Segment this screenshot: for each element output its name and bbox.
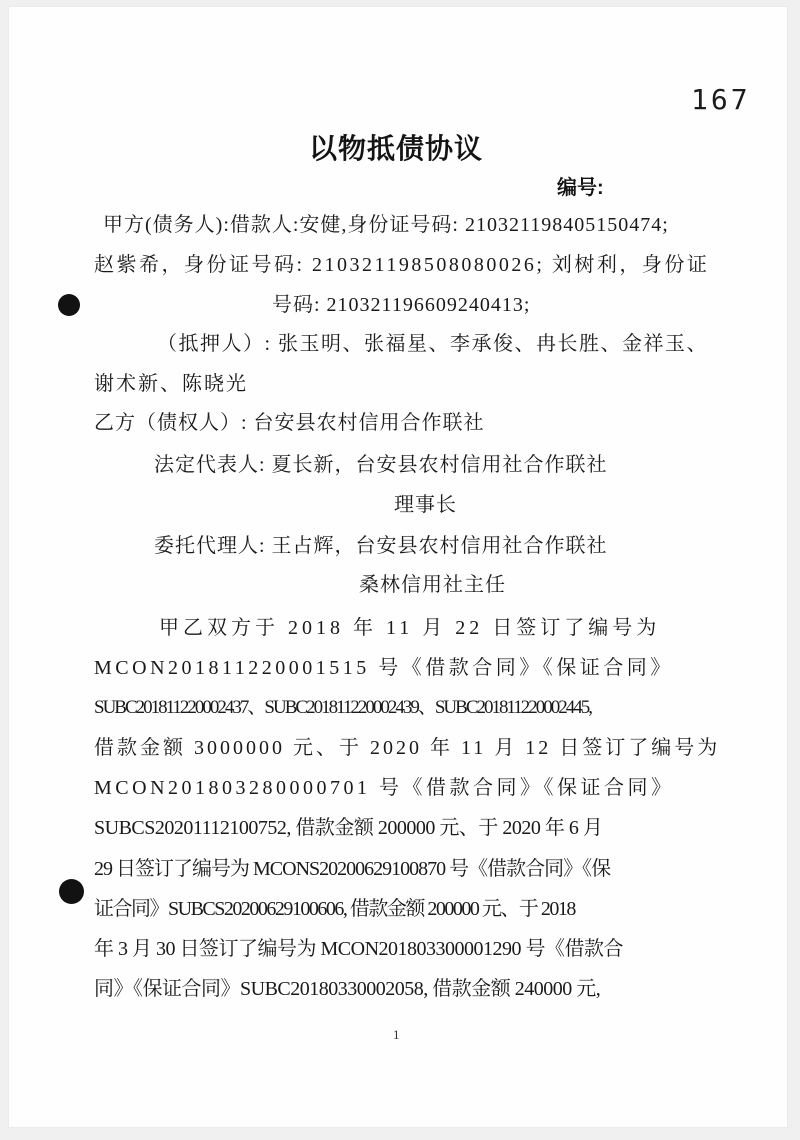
body-line: （抵押人）: 张玉明、张福星、李承俊、冉长胜、金祥玉、 [157,333,709,355]
body-line: 29 日签订了编号为 MCONS20200629100870 号《借款合同》《保 [94,858,611,880]
body-line: 桑林信用社主任 [359,574,506,596]
footer-page-number: 1 [393,1027,400,1042]
body-line: 委托代理人: 王占辉，台安县农村信用社合作联社 [154,535,608,557]
body-line: 乙方（债权人）: 台安县农村信用合作联社 [94,412,485,434]
body-line: MCON201803280000701 号《借款合同》《保证合同》 [94,777,675,799]
body-line: 理事长 [394,494,457,516]
body-line: 借款金额 3000000 元、于 2020 年 11 月 12 日签订了编号为 [94,737,721,759]
document-number-label: 编号: [557,177,604,199]
page-stamp-number: 167 [691,83,751,116]
body-line: SUBC201811220002437、SUBC201811220002439、SUBC201811220002445, [94,697,592,718]
body-line: MCON201811220001515 号《借款合同》《保证合同》 [94,657,674,679]
body-line: 号码: 210321196609240413; [272,294,531,316]
body-line: 甲方(债务人):借款人:安健,身份证号码: 210321198405150474; [103,214,669,236]
body-line: 同》《保证合同》SUBC20180330002058, 借款金额 240000 元, [94,978,601,1000]
body-line: 法定代表人: 夏长新，台安县农村信用社合作联社 [154,454,608,476]
body-line: 年 3 月 30 日签订了编号为 MCON201803300001290 号《借款合 [94,938,624,960]
punch-hole-icon [59,879,84,904]
punch-hole-icon [58,294,80,316]
body-line: SUBCS20201112100752, 借款金额 200000 元、于 2020 年 6 月 [94,817,603,839]
body-line: 证合同》SUBCS20200629100606, 借款金额 200000 元、于 2018 [94,898,575,920]
body-line: 甲乙双方于 2018 年 11 月 22 日签订了编号为 [159,617,661,639]
document-page [8,6,788,1128]
body-line: 赵紫希，身份证号码: 210321198508080026; 刘树利，身份证 [94,254,710,276]
body-line: 谢术新、陈晓光 [94,373,248,395]
document-title: 以物抵债协议 [309,133,484,164]
